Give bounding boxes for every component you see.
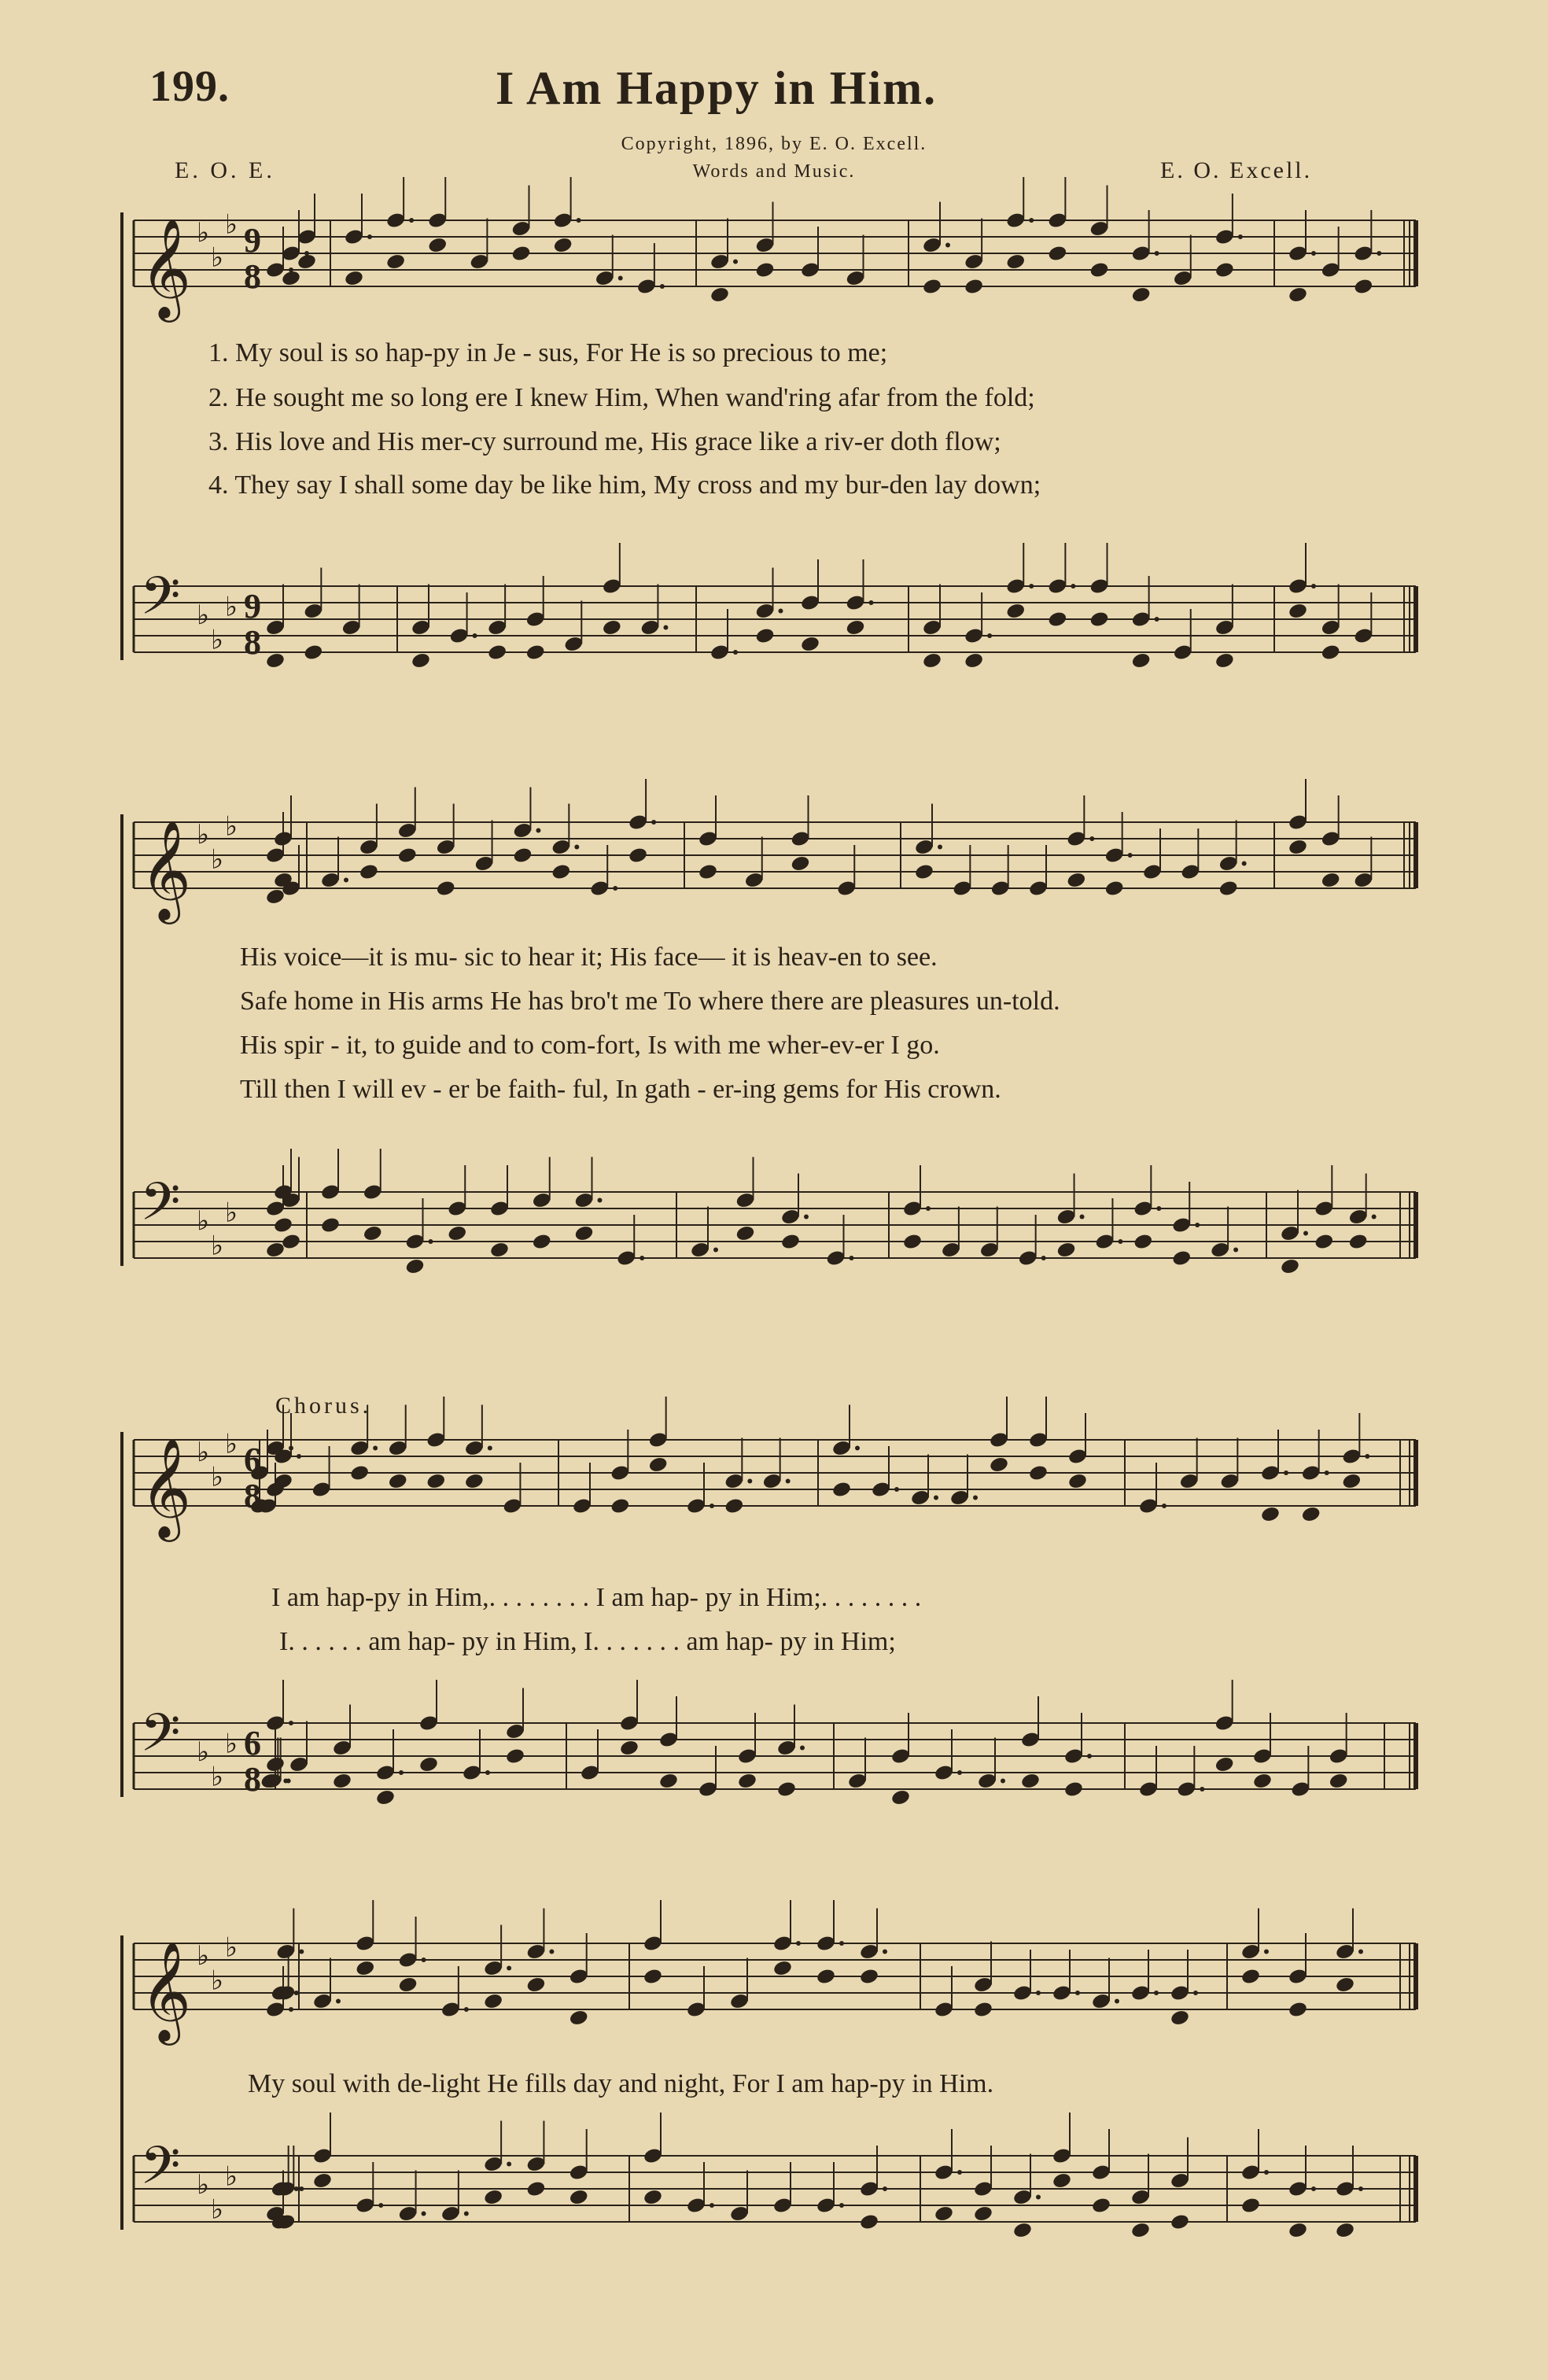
dot [1075, 1991, 1080, 1995]
note-head [265, 651, 286, 670]
dot [855, 1446, 860, 1451]
verse-3-line-a: 3. His love and His mer-cy surround me, His grace like a riv-er doth flow; [208, 427, 1001, 456]
dot [294, 2186, 299, 2191]
dot [1242, 862, 1247, 866]
note-head [532, 1233, 552, 1251]
note-head [375, 1788, 396, 1806]
note-head [735, 1224, 755, 1242]
note-head [1218, 880, 1239, 898]
note-head [1288, 286, 1308, 304]
note-head [1353, 278, 1373, 296]
dot [1372, 1215, 1377, 1220]
flat-icon: ♭ [211, 242, 224, 274]
dot [422, 1958, 426, 1962]
dot [409, 218, 414, 223]
dot [336, 1999, 341, 2004]
time-signature-top: 9 [244, 587, 261, 625]
note-head [737, 1772, 757, 1790]
dot [294, 1991, 299, 1995]
time-signature-bottom: 8 [244, 257, 261, 296]
note-head [1348, 1233, 1369, 1251]
dot [710, 1504, 714, 1508]
dot [464, 2212, 469, 2216]
note-head [1252, 1772, 1273, 1790]
flat-icon: ♭ [211, 843, 224, 876]
note-head [1005, 253, 1026, 271]
dot [429, 1239, 433, 1244]
note-head [1240, 1968, 1261, 1986]
note-head [427, 236, 448, 254]
verse-2-line-a: 2. He sought me so long ere I knew Him, When wand'ring afar from the fold; [208, 383, 1035, 412]
note-head [510, 245, 531, 263]
dot [1001, 1779, 1005, 1784]
dot [1193, 1991, 1198, 1995]
note-head [569, 2188, 589, 2206]
note-head [385, 253, 406, 271]
note-head [1089, 261, 1109, 279]
dot [1264, 1950, 1269, 1954]
note-head [489, 1241, 510, 1259]
note-head [355, 1959, 375, 1977]
note-head [1133, 1233, 1153, 1251]
note-head [964, 278, 984, 296]
note-head [1067, 1472, 1088, 1490]
dot [1041, 1256, 1046, 1260]
bass-clef-icon: 𝄢 [140, 1703, 181, 1776]
dot [473, 633, 477, 638]
bass-clef-icon: 𝄢 [140, 1172, 181, 1245]
dot [1365, 1454, 1369, 1459]
note-head [483, 1992, 503, 2010]
note-head [1288, 838, 1308, 856]
note-head [643, 1968, 663, 1986]
note-head [505, 1747, 525, 1766]
note-head [1130, 2221, 1151, 2239]
dot [299, 1950, 304, 1954]
dot [1029, 584, 1034, 589]
note-head [397, 1976, 418, 1994]
dot [536, 828, 540, 833]
dot [1089, 836, 1094, 841]
dot [945, 243, 950, 248]
note-head [569, 2009, 589, 2027]
flat-icon: ♭ [225, 1728, 238, 1760]
note-head [800, 635, 820, 653]
note-head [1056, 1241, 1076, 1259]
dot [299, 2186, 304, 2191]
note-head [1131, 651, 1152, 670]
dot [1156, 1206, 1161, 1211]
flat-icon: ♭ [197, 1736, 210, 1768]
time-signature-top: 9 [244, 221, 261, 260]
note-head [658, 1772, 679, 1790]
dot [1238, 234, 1243, 239]
dot [1311, 2186, 1316, 2191]
note-head [551, 863, 571, 881]
dot [786, 1479, 791, 1484]
verse-4-line-b: Till then I will ev - er be faith- ful, In gath - er-ing gems for His crown. [240, 1075, 1001, 1104]
dot [373, 1446, 378, 1451]
note-head [1214, 1755, 1235, 1773]
dot [399, 1770, 404, 1775]
dot [651, 820, 656, 825]
flat-icon: ♭ [225, 2160, 238, 2193]
note-head [1089, 611, 1109, 629]
note-head [602, 618, 622, 637]
note-head [1005, 602, 1026, 620]
dot [378, 2203, 383, 2208]
dot [1311, 251, 1316, 256]
dot [485, 1770, 490, 1775]
chorus-line-3: My soul with de-light He fills day and night, For I am hap-py in Him. [248, 2069, 994, 2098]
dot [938, 845, 942, 850]
note-head [989, 1456, 1009, 1474]
note-head [359, 863, 379, 881]
note-head [859, 1968, 879, 1986]
note-head [1020, 1772, 1041, 1790]
time-signature-top: 6 [244, 1441, 261, 1479]
note-head [553, 236, 573, 254]
note-head [273, 1216, 293, 1234]
note-head [426, 1472, 446, 1490]
note-head [404, 1257, 425, 1275]
flat-icon: ♭ [225, 810, 238, 843]
note-head [344, 269, 364, 287]
note-head [1288, 2001, 1308, 2019]
note-head [1066, 871, 1086, 889]
note-head [512, 847, 533, 865]
note-head [265, 1755, 286, 1773]
note-head [1104, 880, 1125, 898]
note-head [934, 2205, 954, 2223]
dot [289, 1721, 293, 1725]
dot [1036, 2195, 1041, 2200]
note-head [973, 2205, 993, 2223]
dot [1233, 1248, 1238, 1253]
note-head [320, 1216, 341, 1234]
note-head [1280, 1257, 1300, 1275]
note-head [281, 1233, 301, 1251]
dot [577, 218, 581, 223]
note-head [1214, 651, 1235, 670]
dot [1358, 1950, 1363, 1954]
flat-icon: ♭ [211, 1965, 224, 1997]
dot [464, 2007, 469, 2012]
note-head [610, 1497, 630, 1515]
note-head [483, 2188, 503, 2206]
flat-icon: ♭ [211, 2194, 224, 2226]
flat-icon: ♭ [197, 1437, 210, 1468]
dot [747, 1479, 752, 1484]
dot [1303, 1231, 1308, 1236]
note-head [1063, 1780, 1084, 1799]
time-signature-bottom: 8 [244, 623, 261, 662]
note-head [1335, 1976, 1355, 1994]
note-head [349, 1464, 370, 1482]
chorus-label: Chorus. [275, 1393, 372, 1419]
note-head [464, 1472, 485, 1490]
note-head [698, 863, 718, 881]
chorus-line-2: I. . . . . . am hap- py in Him, I. . . . . . . am hap- py in Him; [279, 1627, 896, 1656]
dot [1264, 2170, 1269, 2175]
dot [957, 1770, 962, 1775]
copyright-notice: Copyright, 1896, by E. O. Excell. [621, 134, 927, 154]
music-credit: E. O. Excell. [1160, 157, 1313, 183]
note-head [436, 880, 456, 898]
note-head [397, 847, 418, 865]
note-head [418, 1755, 439, 1773]
note-head [776, 1780, 797, 1799]
note-head [973, 2001, 993, 2019]
note-head [628, 847, 648, 865]
note-head [831, 1481, 852, 1499]
note-head [922, 651, 942, 670]
dot [1155, 251, 1159, 256]
flat-icon: ♭ [225, 1428, 238, 1460]
dot [1087, 1754, 1092, 1758]
dot [973, 1496, 978, 1500]
note-head [1321, 871, 1341, 889]
flat-icon: ♭ [211, 1761, 224, 1793]
note-head [487, 644, 507, 662]
note-head [265, 887, 286, 906]
note-head [447, 1224, 467, 1242]
note-head [1214, 261, 1235, 279]
time-signature-bottom: 8 [244, 1477, 261, 1515]
dot [839, 2203, 844, 2208]
note-head [780, 1233, 801, 1251]
hymn-title: I Am Happy in Him. [496, 62, 938, 114]
note-head [525, 644, 546, 662]
treble-clef-icon: 𝄞 [140, 819, 192, 920]
note-head [790, 854, 810, 873]
dot [344, 878, 348, 883]
note-head [1012, 2221, 1033, 2239]
verse-1-line-b: His voice—it is mu- sic to hear it; His face— it is heav-en to see. [240, 943, 938, 972]
treble-clef-icon: 𝄞 [140, 1437, 192, 1537]
flat-icon: ♭ [225, 208, 238, 241]
dot [1377, 251, 1381, 256]
treble-clef-icon: 𝄞 [140, 217, 192, 318]
dot [850, 1256, 854, 1260]
dot [549, 1950, 554, 1954]
dot [800, 1746, 805, 1751]
note-head [1052, 2172, 1072, 2190]
dot [733, 650, 738, 655]
treble-clef-icon: 𝄞 [140, 1940, 192, 2041]
note-head [648, 1456, 669, 1474]
note-head [525, 1976, 546, 1994]
note-head [754, 627, 775, 645]
flat-icon: ♭ [225, 1197, 238, 1229]
note-head [1028, 1464, 1049, 1482]
note-head [1329, 1772, 1349, 1790]
dot [1071, 584, 1075, 589]
dot [1118, 1239, 1122, 1244]
verse-2-line-b: Safe home in His arms He has bro't me To where there are pleasures un-told. [240, 987, 1060, 1016]
note-head [1301, 1505, 1321, 1523]
verse-4-line-a: 4. They say I shall some day be like him, My cross and my bur-den lay down; [208, 470, 1041, 500]
note-head [1047, 245, 1067, 263]
dot [710, 2203, 714, 2208]
dot [779, 609, 783, 614]
note-head [363, 1224, 383, 1242]
dot [283, 1779, 288, 1784]
dot [796, 1941, 801, 1946]
dot [894, 1487, 899, 1492]
flat-icon: ♭ [197, 2169, 210, 2201]
note-head [914, 863, 934, 881]
dot [957, 2170, 962, 2175]
verse-1-line-a: 1. My soul is so hap-py in Je - sus, For He is so precious to me; [208, 338, 888, 367]
bass-clef-icon: 𝄢 [140, 566, 181, 639]
dot [926, 1206, 931, 1211]
dot [367, 234, 372, 239]
note-head [772, 1959, 793, 1977]
dot [1358, 2186, 1363, 2191]
dot [422, 2212, 426, 2216]
note-head [1288, 602, 1308, 620]
note-head [1314, 1233, 1334, 1251]
note-head [525, 2180, 546, 2198]
dot [574, 845, 579, 850]
dot [869, 600, 874, 605]
note-head [281, 269, 301, 287]
dot [733, 260, 738, 264]
dot [488, 1446, 492, 1451]
note-head [332, 1772, 352, 1790]
dot [934, 1496, 938, 1500]
flat-icon: ♭ [225, 591, 238, 623]
dot [804, 1215, 809, 1220]
words-music-note: Words and Music. [692, 161, 856, 182]
note-head [1240, 2197, 1261, 2215]
flat-icon: ♭ [197, 819, 210, 851]
note-head [710, 286, 730, 304]
note-head [303, 644, 323, 662]
note-head [1260, 1505, 1281, 1523]
dot [987, 633, 992, 638]
dot [1284, 1470, 1288, 1475]
note-head [902, 1233, 923, 1251]
note-head [754, 261, 775, 279]
note-head [388, 1472, 408, 1490]
dot [1115, 1999, 1119, 2004]
words-credit: E. O. E. [175, 157, 275, 183]
note-head [619, 1739, 639, 1757]
note-head [922, 278, 942, 296]
flat-icon: ♭ [211, 624, 224, 656]
dot [613, 886, 617, 891]
note-head [890, 1788, 911, 1806]
bass-clef-icon: 𝄢 [140, 2135, 181, 2208]
dot [639, 1256, 644, 1260]
dot [660, 284, 665, 289]
dot [1200, 1787, 1204, 1791]
note-head [859, 2213, 879, 2231]
flat-icon: ♭ [211, 1461, 224, 1493]
flat-icon: ♭ [197, 1205, 210, 1237]
dot [883, 1950, 887, 1954]
flat-icon: ♭ [197, 217, 210, 249]
flat-icon: ♭ [197, 600, 210, 631]
note-head [1288, 2221, 1308, 2239]
dot [507, 1966, 511, 1971]
note-head [1170, 2213, 1190, 2231]
dot [883, 2186, 887, 2191]
note-head [1341, 1472, 1362, 1490]
dot [297, 1454, 301, 1459]
note-head [265, 1241, 286, 1259]
dot [1080, 1215, 1085, 1220]
dot [289, 2007, 293, 2012]
dot [1311, 584, 1316, 589]
note-head [1131, 286, 1152, 304]
dot [1154, 1991, 1159, 1995]
flat-icon: ♭ [197, 1940, 210, 1972]
dot [663, 625, 668, 630]
chorus-line-1: I am hap-py in Him,. . . . . . . . I am hap- py in Him;. . . . . . . . [271, 1583, 922, 1612]
note-head [643, 2188, 663, 2206]
note-head [1171, 1249, 1192, 1267]
dot [1195, 1223, 1200, 1227]
dot [1155, 617, 1159, 622]
note-head [297, 253, 317, 271]
dot [1036, 1991, 1041, 1995]
time-signature-top: 6 [244, 1724, 261, 1762]
note-head [411, 651, 431, 670]
note-head [724, 1497, 744, 1515]
dot [598, 1198, 603, 1203]
note-head [964, 651, 984, 670]
hymn-number: 199. [149, 62, 230, 111]
note-head [573, 1224, 594, 1242]
note-head [816, 1968, 836, 1986]
dot [1325, 1470, 1329, 1475]
dot [618, 276, 623, 281]
note-head [845, 618, 865, 637]
note-head [1170, 2009, 1190, 2027]
time-signature-bottom: 8 [244, 1760, 261, 1799]
dot [1029, 218, 1034, 223]
dot [839, 1941, 844, 1946]
note-head [1047, 611, 1067, 629]
note-head [312, 2172, 333, 2190]
flat-icon: ♭ [225, 1932, 238, 1964]
note-head [1335, 2221, 1355, 2239]
verse-3-line-b: His spir - it, to guide and to com-fort, Is with me wher-ev-er I go. [240, 1031, 940, 1060]
note-head [1091, 2197, 1111, 2215]
flat-icon: ♭ [211, 1230, 224, 1262]
dot [1162, 1504, 1167, 1508]
dot [507, 2162, 511, 2167]
note-head [1321, 644, 1341, 662]
dot [1128, 853, 1133, 858]
dot [713, 1248, 718, 1253]
